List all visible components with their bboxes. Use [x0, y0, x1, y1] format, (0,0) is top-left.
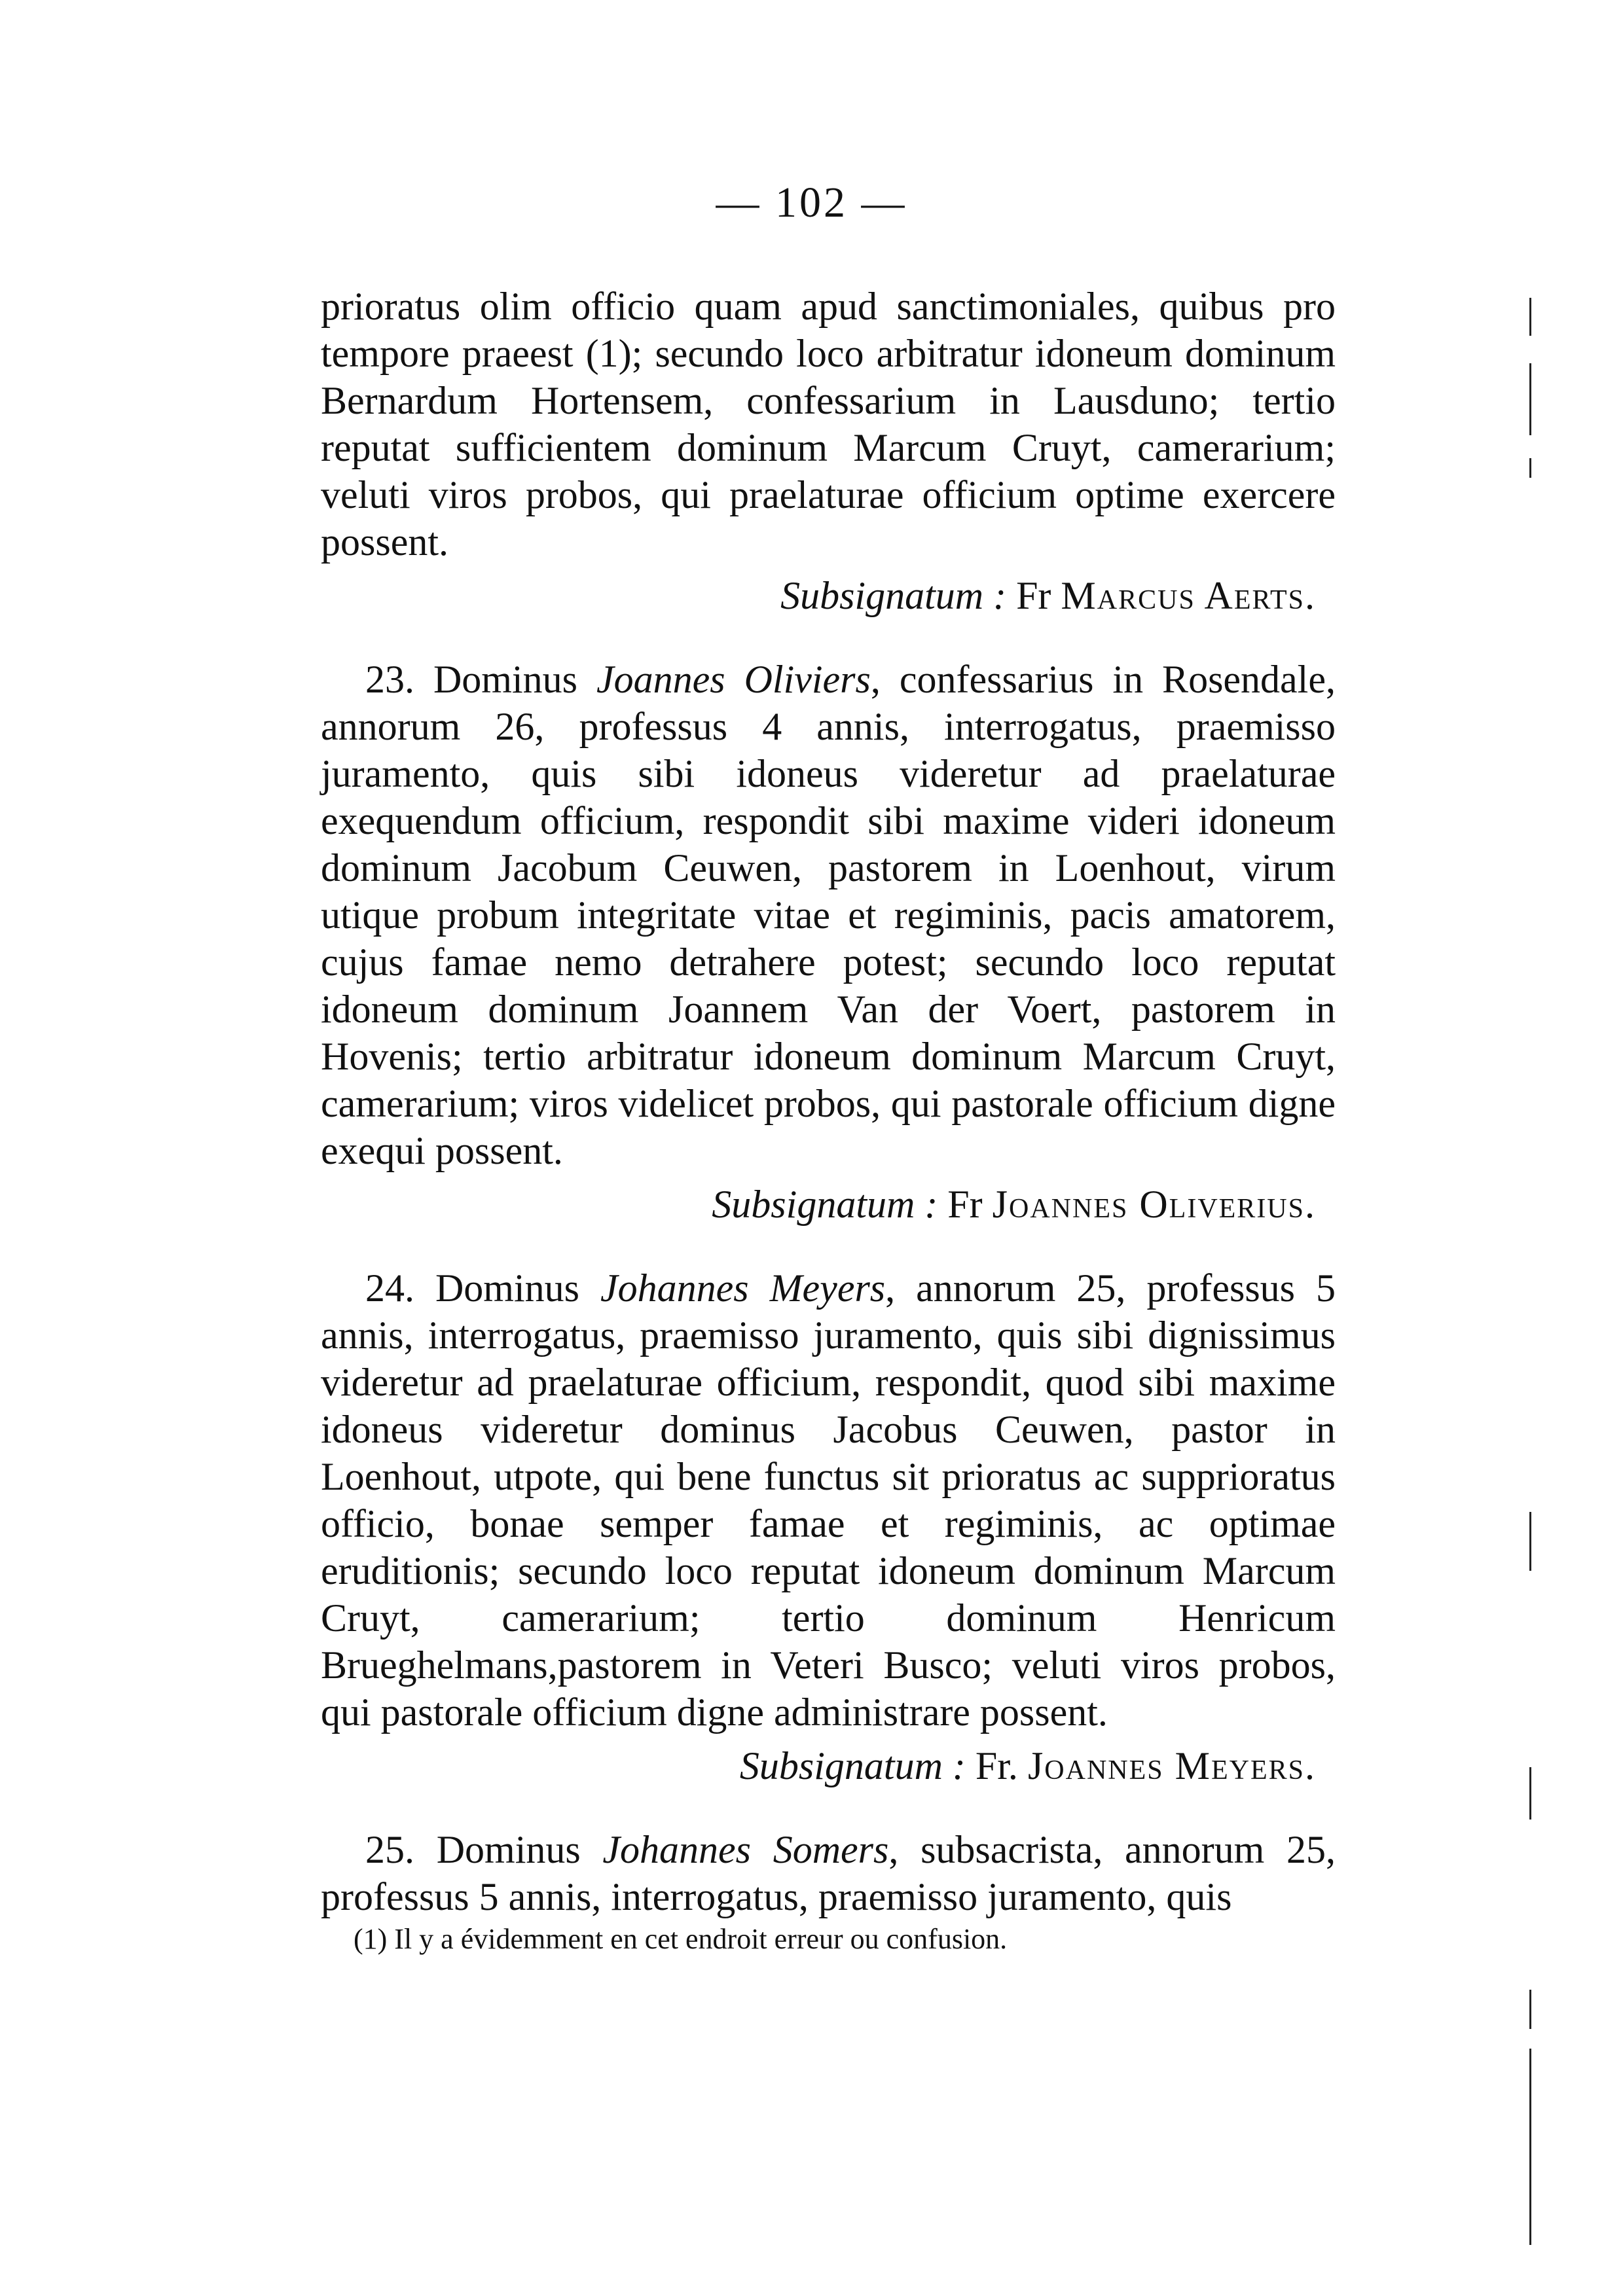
signature-line [321, 572, 1336, 619]
margin-mark [1529, 2049, 1531, 2245]
text-run: , confessarius in Rosendale, annorum 26, professus 4 annis, interrogatus, praemisso juramento, quis sibi idoneus videretur ad praelaturae exequendum officium, respondit sibi maxime videri idoneum dominum Jacobum Ceuwen, pastorem in Loenhout, virum utique probum integritate vitae et regiminis, pacis amatorem, cujus famae nemo detrahere potest; secundo loco reputat idoneum dominum Joannem Van der Voert, pastorem in Hovenis; tertio arbitratur idoneum dominum Marcum Cruyt, camerarium; viros videlicet probos, qui pastorale officium digne exequi possent. [321, 658, 1336, 1172]
signature-prefix: Fr. [965, 1744, 1028, 1787]
signature-label: Subsignatum : [712, 1183, 938, 1226]
signature-prefix: Fr [938, 1183, 993, 1226]
person-name: Joannes Oliviers [596, 658, 871, 701]
signature-line [321, 1742, 1336, 1789]
paragraph [321, 1826, 1336, 1920]
paragraph [321, 1265, 1336, 1736]
text-run: prioratus olim officio quam apud sanctimoniales, quibus pro tempore praeest (1); secundo loco arbitratur idoneum dominum Bernardum Hortensem, confessarium in Lausduno; tertio reputat sufficientem dominum Marcum Cruyt, camerarium; veluti viros probos, qui praelaturae officium optime exercere possent. [321, 285, 1336, 564]
paragraph-gap [321, 1228, 1336, 1265]
text-run: , subsacrista, annorum 25, professus 5 annis, interrogatus, praemisso juramento, quis [321, 1828, 1336, 1918]
margin-mark [1529, 298, 1531, 336]
paragraph [321, 283, 1336, 565]
signature-name: Joannes Meyers. [1027, 1744, 1316, 1787]
margin-mark [1529, 458, 1531, 478]
signature-label: Subsignatum : [780, 574, 1007, 617]
text-run: 24. Dominus [365, 1266, 600, 1310]
text-column [321, 283, 1336, 1920]
paragraph-gap [321, 619, 1336, 656]
margin-mark [1529, 1990, 1531, 2029]
person-name: Johannes Meyers [600, 1266, 886, 1310]
signature-name: Marcus Aerts. [1061, 574, 1316, 617]
margin-mark [1529, 1767, 1531, 1820]
margin-mark [1529, 363, 1531, 435]
signature-name: Joannes Oliverius. [992, 1183, 1316, 1226]
page-number: — 102 — [716, 179, 907, 226]
paragraph-gap [321, 1789, 1336, 1826]
person-name: Johannes Somers [602, 1828, 889, 1871]
footnote: (1) Il y a évidemment en cet endroit erreur ou confusion. [354, 1923, 1008, 1955]
margin-mark [1529, 1512, 1531, 1571]
paragraph [321, 656, 1336, 1174]
signature-line [321, 1181, 1336, 1228]
text-run: , annorum 25, professus 5 annis, interrogatus, praemisso juramento, quis sibi dignissimus videretur ad praelaturae officium, respondit, quod sibi maxime idoneus videretur dominus Jacobus Ceuwen, pastor in Loenhout, utpote, qui bene functus sit prioratus ac supprioratus officio, bonae semper famae et regiminis, ac optimae eruditionis; secundo loco reputat idoneum dominum Marcum Cruyt, camerarium; tertio dominum Henricum Brueghelmans,pastorem in Veteri Busco; veluti viros probos, qui pastorale officium digne administrare possent. [321, 1266, 1336, 1734]
text-run: 25. Dominus [365, 1828, 603, 1871]
signature-prefix: Fr [1006, 574, 1061, 617]
signature-label: Subsignatum : [739, 1744, 966, 1787]
text-run: 23. Dominus [365, 658, 596, 701]
